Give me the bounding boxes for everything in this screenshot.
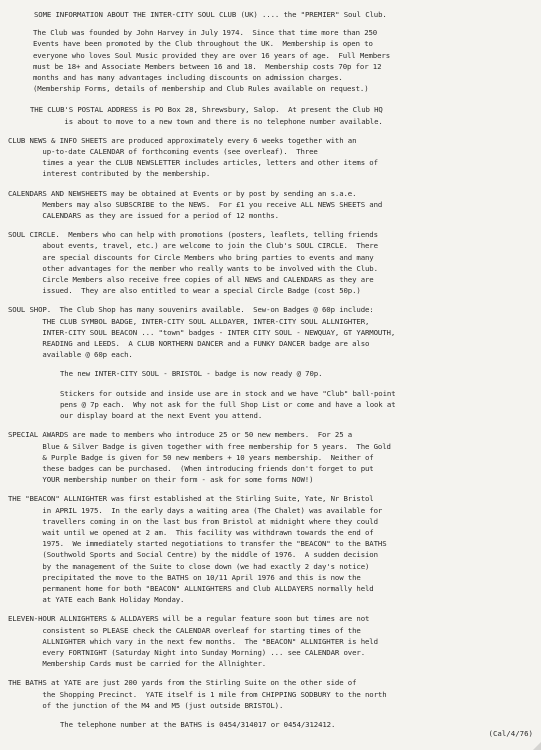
stickers-paragraph: Stickers for outside and inside use are in stock and we have "Club" ball-point pens @ 7p each. Why not ask for the full Shop List or come and have a look at our display board at the next Event you attend. bbox=[60, 388, 396, 421]
intro-paragraph: The Club was founded by John Harvey in July 1974. Since that time more than 250 Events have been promoted by the Club throughout the UK. Membership is open to everyone who loves Soul Music provided they are over 16 years of age. Full Members must be 18+ and Associate Members between 16 and 18. Membership costs 70p for 12 months and has many advantages including discounts on admission charges. (Membership Forms, details of membership and Club Rules available on request.) bbox=[33, 28, 391, 94]
soul-circle-section: SOUL CIRCLE. Members who can help with promotions (posters, leaflets, telling friends about events, travel, etc.) are welcome to join the Club's SOUL CIRCLE. There are special discounts for Circle Members who bring parties to events and many other advantages for the member who really wants to be involved with the Club. Circle Members also receive free copies of all NEWS and CALENDARS as they are issued. They are also entitled to wear a special Circle Badge (cost 50p.) bbox=[8, 230, 378, 296]
beacon-allnighter-section: THE "BEACON" ALLNIGHTER was first established at the Stirling Suite, Yate, Nr Bristol in APRIL 1975. In the early days a waiting area (The Chalet) was available for travellers coming in on the last bus from Bristol at midnight where they could wait until we opened at 2 am. This facility was withdrawn towards the end of 1975. We immediately started negotiations to transfer the "BEACON" to the BATHS (Southwold Sports and Social Centre) by the middle of 1976. A sudden decision by the management of the Suite to close down (we had exactly 2 day's notice) precipitated the move to the BATHS on 10/11 April 1976 and this is now the permanent home for both "BEACON" ALLNIGHTERS and Club ALLDAYERS normally held at YATE each Bank Holiday Monday. bbox=[8, 494, 387, 605]
news-info-section: CLUB NEWS & INFO SHEETS are produced approximately every 6 weeks together with an up-to-date CALENDAR of forthcoming events (see overleaf). Three times a year the CLUB NEWSLETTER includes articles, letters and other items of interest contributed by the membership. bbox=[8, 135, 378, 179]
soul-shop-section: SOUL SHOP. The Club Shop has many souvenirs available. Sew-on Badges @ 60p include: THE CLUB SYMBOL BADGE, INTER-CITY SOUL ALLDAYER, INTER-CITY SOUL ALLNIGHTER, INTER-CITY SOUL BEACON ... "town" badges - INTER CITY SOUL - NEWQUAY, GT YARMOUTH, READING and LEEDS. A CLUB NORTHERN DANCER and a FUNKY DANCER badge are also available @ 60p each. bbox=[8, 305, 396, 360]
special-awards-section: SPECIAL AWARDS are made to members who introduce 25 or 50 new members. For 25 a Blue & Silver Badge is given together with free membership for 5 years. The Gold & Purple Badge is given for 50 new members + 10 years membership. Neither of these badges can be purchased. (When introducing friends don't forget to put YOUR membership number on their form - ask for some forms NOW!) bbox=[8, 430, 391, 485]
document-reference: (Cal/4/76) bbox=[488, 729, 533, 738]
bristol-badge-line: The new INTER-CITY SOUL - BRISTOL - badge is now ready @ 70p. bbox=[60, 369, 323, 379]
baths-section: THE BATHS at YATE are just 200 yards from the Stirling Suite on the other side of the Shopping Precinct. YATE itself is 1 mile from CHIPPING SODBURY to the north of the junction of the M4 and M5 (just outside BRISTOL). bbox=[8, 678, 387, 710]
calendars-section: CALENDARS AND NEWSHEETS may be obtained at Events or by post by sending an s.a.e. Members may also SUBSCRIBE to the NEWS. For £1 you receive ALL NEWS SHEETS and CALENDARS as they are issued for a period of 12 months. bbox=[8, 188, 383, 221]
postal-address-section: THE CLUB'S POSTAL ADDRESS is PO Box 28, Shrewsbury, Salop. At present the Club HQ is about to move to a new town and there is no telephone number available. bbox=[30, 105, 383, 126]
typed-sheet bbox=[4, 9, 534, 730]
page-corner-shadow bbox=[533, 742, 541, 750]
document-title: SOME INFORMATION ABOUT THE INTER-CITY SOUL CLUB (UK) .... the "PREMIER" Soul Club. bbox=[34, 10, 387, 19]
telephone-line: The telephone number at the BATHS is 0454/314017 or 0454/312412. bbox=[60, 719, 336, 729]
eleven-hour-section: ELEVEN-HOUR ALLNIGHTERS & ALLDAYERS will be a regular feature soon but times are not consistent so PLEASE check the CALENDAR overleaf for starting times of the ALLNIGHTER which vary in the next few months. The "BEACON" ALLNIGHTER is held every FORTNIGHT (Saturday Night into Sunday Morning) ... see CALENDAR over. Membership Cards must be carried for the Allnighter. bbox=[8, 614, 378, 669]
